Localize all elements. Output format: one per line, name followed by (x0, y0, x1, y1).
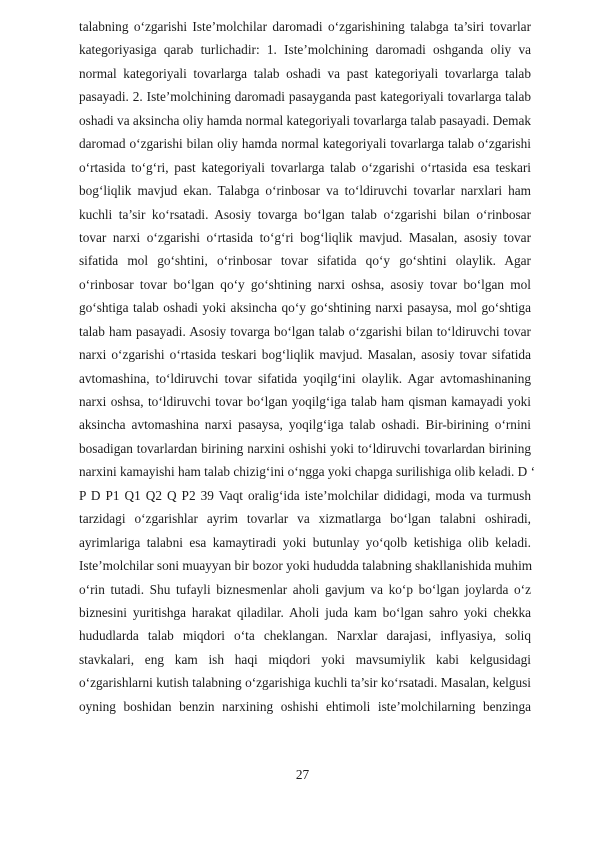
text-line: tarzidagi o‘zgarishlar ayrim tovarlar va xizmatlarga bo‘lgan talabni oshiradi, (79, 511, 531, 527)
text-line: sifatida mol go‘shtini, o‘rinbosar tovar sifatida qo‘y go‘shtini olaylik. Agar (79, 253, 531, 269)
text-line: talab ham pasayadi. Asosiy tovarga bo‘lgan talab o‘zgarishi bilan to‘ldiruvchi tovar (79, 323, 531, 339)
text-line: oshadi va aksincha oliy hamda normal kategoriyali tovarlarga talab pasayadi. Demak (79, 112, 532, 128)
text-line: avtomashina, to‘ldiruvchi tovar sifatida yoqilg‘ini olaylik. Agar avtomashinaning (79, 370, 531, 386)
text-line: o‘rtasida to‘g‘ri, past kategoriyali tovarlarga talab o‘zgarishi o‘rtasida esa teskari (79, 159, 531, 175)
text-line: Iste’molchilar soni muayyan bir bozor yoki hududda talabning shakllanishida muhim (79, 558, 533, 574)
page-number: 27 (295, 767, 310, 782)
text-line: tovar narxi o‘zgarishi o‘rtasida to‘g‘ri bog‘liqlik mavjud. Masalan, asosiy tovar (79, 229, 531, 245)
text-line: biznesini yuritishga harakat qiladilar. Aholi juda kam bo‘lgan sahro yoki chekka (79, 604, 531, 620)
text-line: oyning boshidan benzin narxining oshishi ehtimoli iste’molchilarning benzinga (79, 698, 531, 714)
text-line: talabning o‘zgarishi Iste’molchilar daromadi o‘zgarishining talabga ta’siri tovarlar (79, 19, 531, 34)
text-line: daromad o‘zgarishi bilan oliy hamda normal kategoriyali tovarlarga talab o‘zgarishi (79, 136, 531, 152)
text-line: kategoriyasiga qarab turlichadir: 1. Iste’molchining daromadi oshganda oliy va (79, 42, 531, 58)
text-line: hududlarda talab miqdori o‘ta cheklangan. Narxlar darajasi, inflyasiya, soliq (79, 628, 531, 644)
text-line: aksincha avtomashina narxi pasaysa, yoqilg‘iga talab oshadi. Bir-birining o‘rnini (79, 417, 531, 433)
text-line: P D P1 Q1 Q2 Q P2 39 Vaqt oralig‘ida iste’molchilar dididagi, moda va turmush (79, 487, 531, 503)
text-line: go‘shtiga talab oshadi yoki aksincha qo‘y go‘shtining narxi pasaysa, mol go‘shtiga (79, 300, 531, 316)
text-line: pasayadi. 2. Iste’molchining daromadi pasayganda past kategoriyali tovarlarga talab (79, 89, 531, 105)
text-line: narxi oshsa, to‘ldiruvchi tovar bo‘lgan yoqilg‘iga talab ham qisman kamayadi yoki (79, 394, 531, 409)
text-line: normal kategoriyali tovarlarga talab oshadi va past kategoriyali tovarlarga talab (79, 65, 531, 81)
text-line: bosadigan tovarlardan birining narxini oshishi yoki to‘ldiruvchi tovarlardan birining (79, 440, 531, 456)
text-line: narxini kamayishi ham talab chizig‘ini o‘ngga yoki chapga surilishiga olib keladi. D ‘ (79, 464, 536, 480)
body-text (79, 15, 536, 718)
text-line: o‘rin tutadi. Shu tufayli biznesmenlar aholi gavjum va ko‘p bo‘lgan joylarda o‘z (79, 581, 531, 597)
text-line: bog‘liqlik mavjud ekan. Talabga o‘rinbosar va to‘ldiruvchi tovarlar narxlari ham (79, 183, 531, 199)
text-line: narxi o‘zgarishi o‘rtasida teskari bog‘liqlik mavjud. Masalan, asosiy tovar sifatida (79, 347, 531, 363)
text-line: stavkalari, eng kam ish haqi miqdori yoki mavsumiylik kabi kelgusidagi (79, 651, 531, 667)
text-line: ayrimlariga talabni esa kamaytiradi yoki butunlay yo‘qolb ketishiga olib keladi. (79, 534, 531, 550)
text-line: o‘zgarishlarni kutish talabning o‘zgarishiga kuchli ta’sir ko‘rsatadi. Masalan, kelgusi (79, 675, 531, 691)
text-line: kuchli ta’sir ko‘rsatadi. Asosiy tovarga bo‘lgan talab o‘zgarishi bilan o‘rinbosar (79, 206, 531, 222)
text-line: o‘rinbosar tovar bo‘lgan qo‘y go‘shtining narxi oshsa, asosiy tovar bo‘lgan mol (79, 276, 531, 292)
